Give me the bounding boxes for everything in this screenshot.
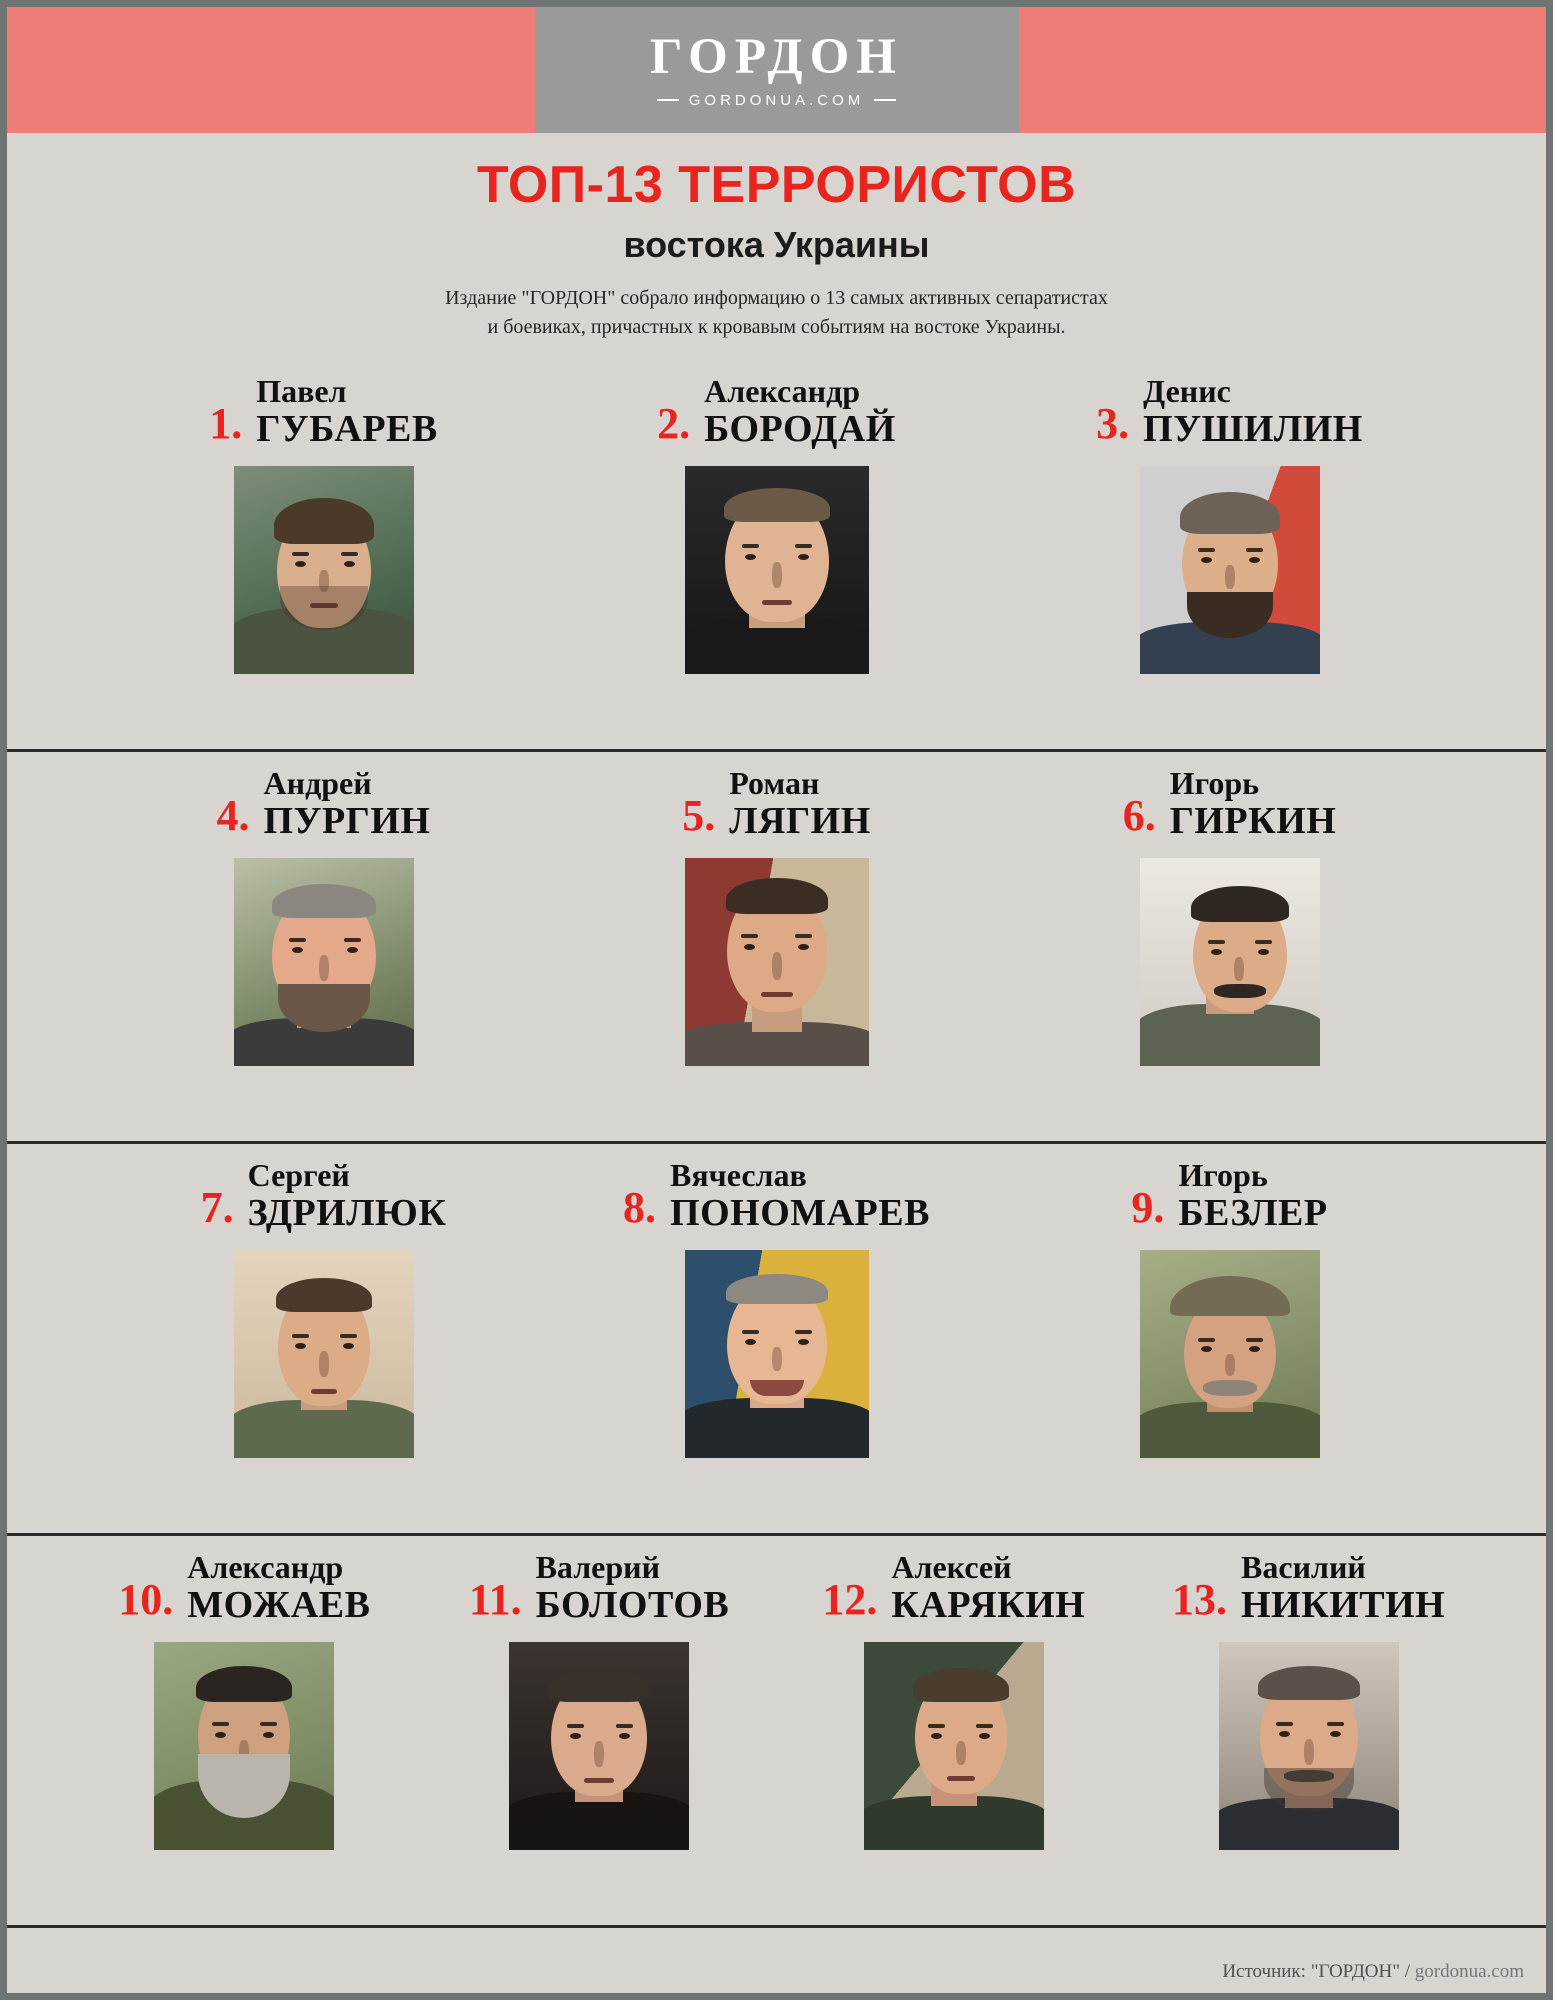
people-row — [7, 752, 1546, 1144]
person-name-line — [550, 752, 1003, 842]
person-card — [1003, 1144, 1456, 1533]
portrait-brow-right — [616, 1724, 633, 1728]
brand-logo — [535, 7, 1019, 133]
portrait-eye-left — [570, 1733, 581, 1739]
page-subtitle: востока Украины — [623, 224, 930, 266]
portrait-mouth — [750, 1380, 804, 1396]
person-card — [67, 1536, 422, 1925]
portrait-nose — [319, 955, 329, 981]
portrait-brow-right — [1327, 1722, 1344, 1726]
person-last-name: НИКИТИН — [1241, 1583, 1446, 1626]
portrait-nose — [594, 1741, 604, 1767]
person-name-line — [1131, 1536, 1486, 1626]
person-card — [1003, 360, 1456, 749]
person-names — [1241, 1550, 1445, 1626]
person-card — [422, 1536, 777, 1925]
portrait-eye-left — [215, 1732, 226, 1738]
person-portrait — [1140, 1250, 1320, 1458]
intro-text — [7, 284, 1546, 342]
person-portrait — [1140, 466, 1320, 674]
intro-line-2: и боевиках, причастных к кровавым событиям на востоке Украины. — [487, 316, 1066, 339]
people-row — [7, 1144, 1546, 1536]
portrait-brow-right — [341, 552, 358, 556]
brand-logo-subtext — [657, 92, 897, 109]
person-names — [536, 1550, 730, 1626]
person-first-name: Денис — [1143, 373, 1231, 410]
person-name-line — [1003, 1144, 1456, 1234]
person-last-name: ЗДРИЛЮК — [247, 1191, 447, 1234]
person-card — [550, 360, 1003, 749]
portrait-nose — [772, 562, 782, 588]
portrait-eye-left — [744, 944, 755, 950]
brand-logo-domain: GORDONUA.COM — [688, 91, 865, 109]
portrait-brow-right — [260, 1722, 277, 1726]
portrait-eye-right — [344, 561, 355, 567]
person-first-name: Александр — [187, 1549, 344, 1586]
person-portrait — [234, 1250, 414, 1458]
person-rank: 4. — [216, 790, 250, 840]
person-last-name: БОРОДАЙ — [704, 407, 896, 450]
portrait-hair — [726, 1274, 828, 1304]
portrait-brow-right — [795, 934, 812, 938]
portrait-brow-left — [742, 1330, 759, 1334]
portrait-nose — [1225, 1354, 1235, 1376]
person-first-name: Александр — [704, 373, 861, 410]
people-grid — [7, 360, 1546, 1928]
person-first-name: Валерий — [535, 1549, 661, 1586]
person-names — [1178, 1158, 1327, 1234]
portrait-brow-left — [567, 1724, 584, 1728]
person-name-line — [1003, 752, 1456, 842]
person-first-name: Алексей — [891, 1549, 1012, 1586]
person-portrait — [1219, 1642, 1399, 1850]
person-names — [264, 766, 431, 842]
portrait-nose — [1304, 1739, 1314, 1765]
person-card — [1003, 752, 1456, 1141]
portrait-brow-right — [1255, 940, 1272, 944]
portrait-hair — [274, 498, 374, 544]
portrait-eye-left — [295, 561, 306, 567]
person-first-name: Павел — [256, 373, 347, 410]
person-rank: 1. — [209, 398, 243, 448]
source-credit — [1222, 1961, 1524, 1983]
portrait-brow-left — [292, 1334, 309, 1338]
person-rank: 13. — [1172, 1574, 1228, 1624]
portrait-brow-left — [741, 934, 758, 938]
person-name-line — [97, 752, 550, 842]
person-first-name: Игорь — [1169, 765, 1260, 802]
brand-logo-text: ГОРДОН — [650, 28, 903, 85]
portrait-eye-left — [745, 554, 756, 560]
person-first-name: Вячеслав — [670, 1157, 807, 1194]
person-portrait — [685, 466, 869, 674]
source-site: gordonua.com — [1414, 1961, 1524, 1982]
person-portrait — [1140, 858, 1320, 1066]
portrait-nose — [772, 952, 782, 980]
person-names — [670, 1158, 930, 1234]
people-row — [7, 360, 1546, 752]
person-first-name: Василий — [1241, 1549, 1366, 1586]
person-portrait — [154, 1642, 334, 1850]
person-name-line — [777, 1536, 1132, 1626]
portrait-moustache — [1214, 984, 1266, 998]
person-names — [891, 1550, 1085, 1626]
portrait-brow-left — [1276, 1722, 1293, 1726]
person-last-name: ПОНОМАРЕВ — [670, 1191, 930, 1234]
person-last-name: ГИРКИН — [1169, 799, 1337, 842]
person-first-name: Андрей — [263, 765, 372, 802]
person-name-line — [550, 1144, 1003, 1234]
portrait-nose — [319, 1351, 329, 1377]
portrait-eye-left — [1201, 1346, 1212, 1352]
portrait-brow-left — [289, 938, 306, 942]
person-first-name: Игорь — [1178, 1157, 1268, 1194]
portrait-hair — [549, 1668, 649, 1702]
person-card — [550, 752, 1003, 1141]
portrait-nose — [772, 1347, 782, 1371]
person-portrait — [685, 1250, 869, 1458]
portrait-hair — [276, 1278, 372, 1312]
person-rank: 8. — [623, 1182, 657, 1232]
portrait-brow-right — [795, 1330, 812, 1334]
person-name-line — [422, 1536, 777, 1626]
person-portrait — [685, 858, 869, 1066]
portrait-eye-right — [979, 1733, 990, 1739]
person-names — [1143, 374, 1363, 450]
portrait-eye-right — [1330, 1731, 1341, 1737]
person-names — [729, 766, 871, 842]
person-rank: 7. — [200, 1182, 234, 1232]
person-rank: 5. — [682, 790, 716, 840]
portrait-nose — [1234, 957, 1244, 981]
portrait-eye-right — [347, 947, 358, 953]
source-label: Источник: "ГОРДОН" / — [1222, 1961, 1415, 1982]
portrait-eye-right — [1249, 1346, 1260, 1352]
person-name-line — [97, 360, 550, 450]
person-last-name: БЕЗЛЕР — [1178, 1191, 1328, 1234]
portrait-brow-right — [1246, 548, 1263, 552]
person-card — [97, 1144, 550, 1533]
portrait-eye-right — [798, 944, 809, 950]
portrait-mouth — [311, 1389, 337, 1394]
person-last-name: ПУШИЛИН — [1143, 407, 1363, 450]
portrait-brow-right — [344, 938, 361, 942]
title-block — [7, 133, 1546, 342]
person-names — [187, 1550, 370, 1626]
portrait-brow-left — [742, 544, 759, 548]
person-last-name: ГУБАРЕВ — [256, 407, 438, 450]
person-names — [248, 1158, 447, 1234]
person-names — [704, 374, 896, 450]
portrait-eye-right — [798, 554, 809, 560]
portrait-hair — [726, 878, 828, 914]
person-name-line — [97, 1144, 550, 1234]
portrait-hair — [196, 1666, 292, 1702]
portrait-eye-left — [1211, 949, 1222, 955]
person-name-line — [1003, 360, 1456, 450]
page-title: ТОП-13 ТЕРРОРИСТОВ — [476, 156, 1077, 214]
portrait-brow-left — [928, 1724, 945, 1728]
person-portrait — [234, 858, 414, 1066]
portrait-eye-left — [292, 947, 303, 953]
portrait-eye-right — [1258, 949, 1269, 955]
portrait-brow-right — [976, 1724, 993, 1728]
person-card — [1131, 1536, 1486, 1925]
portrait-hair — [913, 1668, 1009, 1702]
portrait-eye-left — [295, 1343, 306, 1349]
person-rank: 6. — [1122, 790, 1156, 840]
logo-rule-left — [657, 99, 679, 101]
person-first-name: Роман — [729, 765, 820, 802]
portrait-eye-left — [931, 1733, 942, 1739]
logo-rule-right — [874, 99, 896, 101]
person-last-name: ПУРГИН — [263, 799, 431, 842]
person-last-name: ЛЯГИН — [729, 799, 871, 842]
portrait-eye-left — [1279, 1731, 1290, 1737]
person-portrait — [864, 1642, 1044, 1850]
portrait-eye-right — [619, 1733, 630, 1739]
portrait-eye-left — [1201, 557, 1212, 563]
person-card — [97, 360, 550, 749]
portrait-mouth — [761, 992, 793, 997]
portrait-hair — [1180, 492, 1280, 534]
person-card — [550, 1144, 1003, 1533]
person-names — [256, 374, 438, 450]
portrait-mouth — [947, 1776, 975, 1781]
portrait-mouth — [584, 1778, 614, 1783]
person-rank: 2. — [657, 398, 691, 448]
person-rank: 9. — [1131, 1182, 1165, 1232]
portrait-nose — [956, 1741, 966, 1765]
people-row — [7, 1536, 1546, 1928]
person-portrait — [509, 1642, 689, 1850]
person-name-line — [550, 360, 1003, 450]
portrait-mouth — [762, 600, 792, 605]
header-band — [7, 7, 1546, 133]
person-names — [1170, 766, 1337, 842]
intro-line-1: Издание "ГОРДОН" собрало информацию о 13 самых активных сепаратистах — [445, 287, 1108, 310]
portrait-brow-left — [212, 1722, 229, 1726]
portrait-brow-right — [795, 544, 812, 548]
person-card — [777, 1536, 1132, 1925]
portrait-hair — [272, 884, 376, 918]
portrait-brow-left — [1198, 1338, 1215, 1342]
person-rank: 11. — [469, 1574, 522, 1624]
portrait-brow-left — [1208, 940, 1225, 944]
portrait-hair — [1258, 1666, 1360, 1700]
person-rank: 12. — [822, 1574, 878, 1624]
person-rank: 3. — [1096, 398, 1130, 448]
portrait-brow-right — [340, 1334, 357, 1338]
person-portrait — [234, 466, 414, 674]
portrait-hair — [1191, 886, 1289, 922]
portrait-nose — [1225, 565, 1235, 589]
portrait-eye-right — [343, 1343, 354, 1349]
person-last-name: МОЖАЕВ — [187, 1583, 371, 1626]
portrait-eye-right — [263, 1732, 274, 1738]
person-name-line — [67, 1536, 422, 1626]
person-card — [97, 752, 550, 1141]
person-last-name: БОЛОТОВ — [535, 1583, 730, 1626]
portrait-moustache — [1203, 1380, 1257, 1396]
person-rank: 10. — [118, 1574, 174, 1624]
person-last-name: КАРЯКИН — [891, 1583, 1086, 1626]
portrait-brow-left — [1198, 548, 1215, 552]
portrait-eye-right — [798, 1339, 809, 1345]
portrait-eye-left — [745, 1339, 756, 1345]
portrait-brow-left — [292, 552, 309, 556]
portrait-eye-right — [1249, 557, 1260, 563]
portrait-brow-right — [1246, 1338, 1263, 1342]
person-first-name: Сергей — [247, 1157, 350, 1194]
portrait-hair — [724, 488, 830, 522]
